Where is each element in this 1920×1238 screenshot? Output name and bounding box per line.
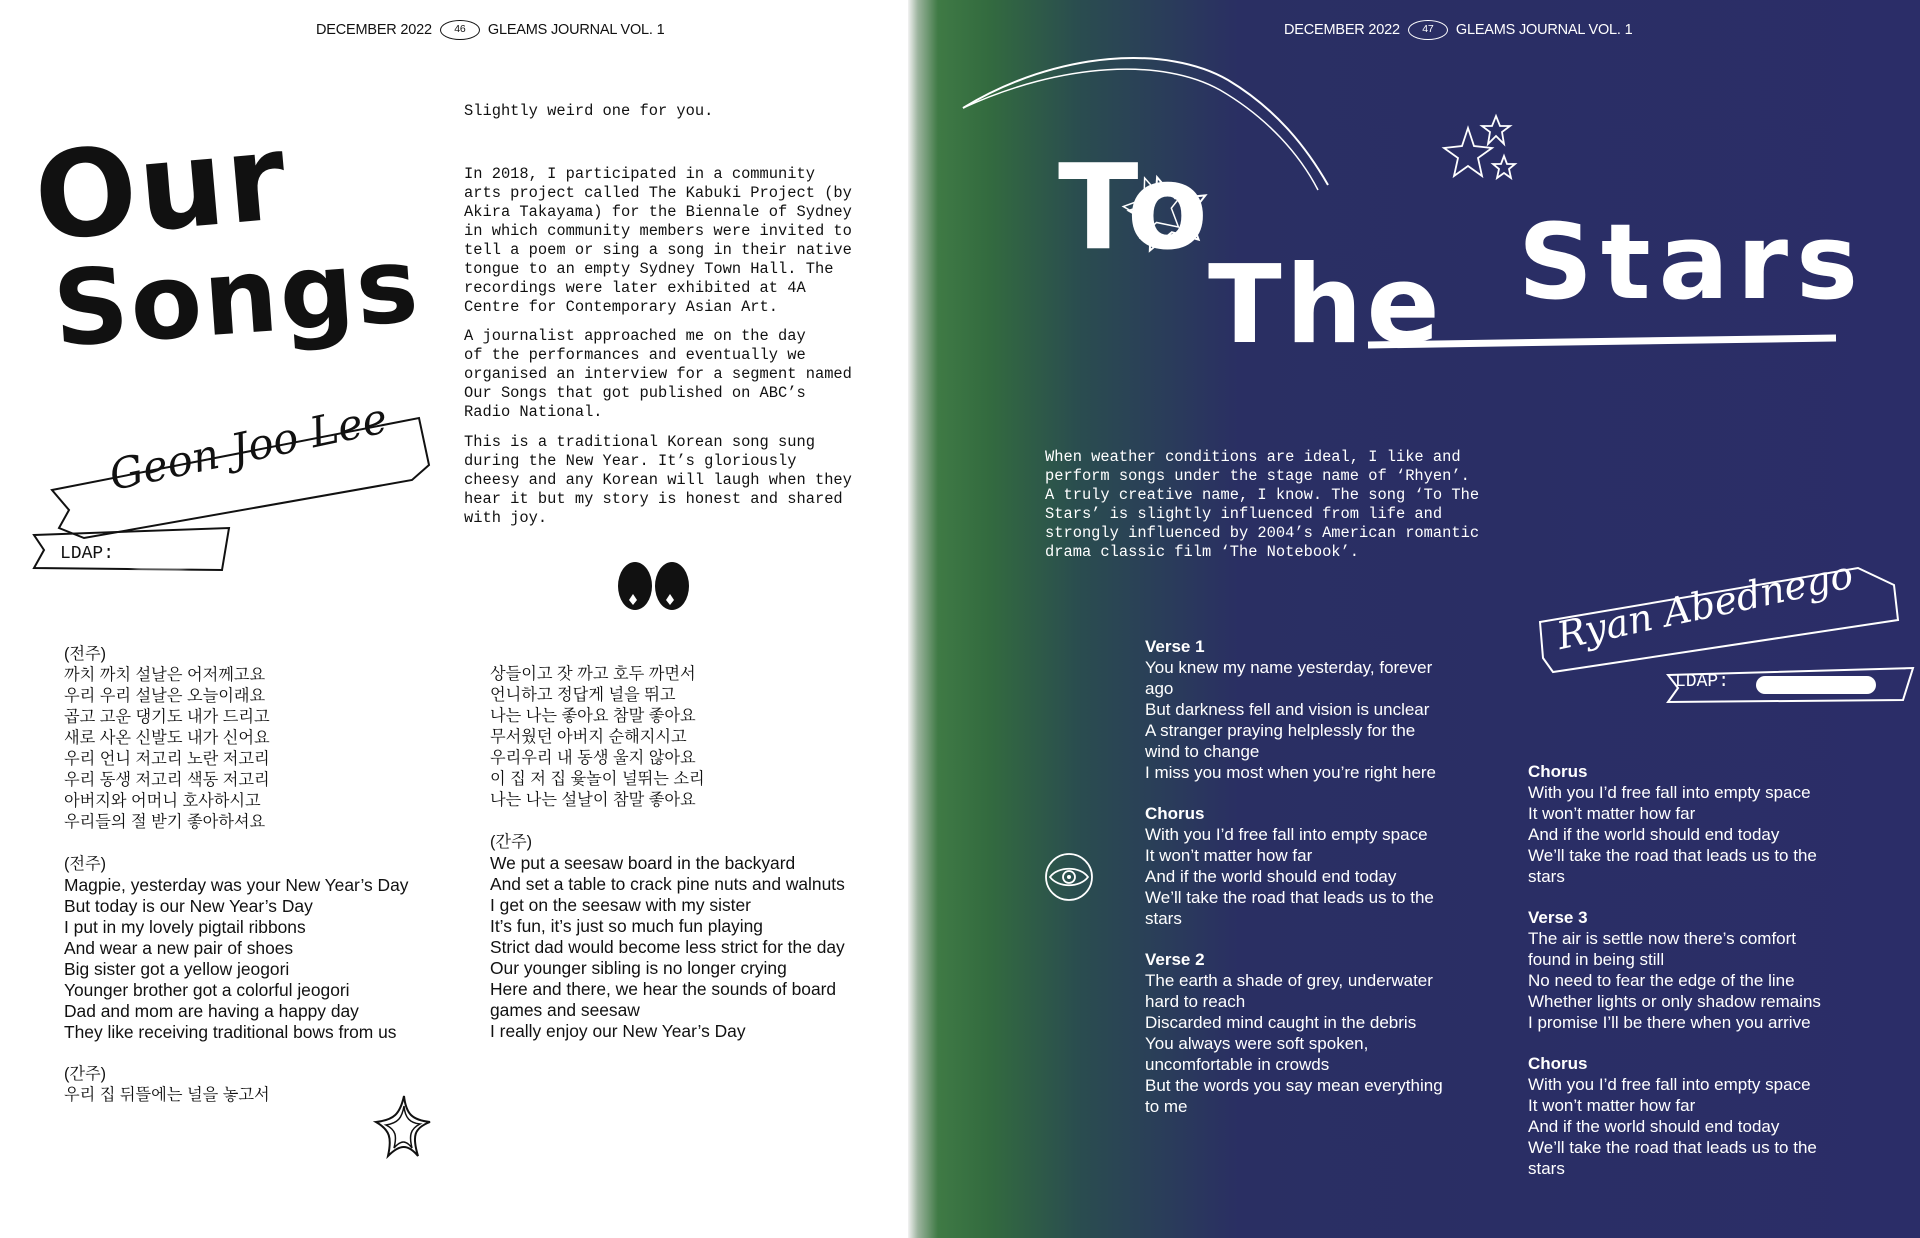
eyes-doodle-icon (615, 558, 695, 614)
redacted-ldap (1756, 676, 1876, 694)
chorus-1-lyrics: With you I’d free fall into empty space It won’t matter how far And if the world should end today We’ll take the road that leads us to the stars (1145, 825, 1434, 928)
left-page (0, 0, 940, 1238)
intro-text: When weather conditions are ideal, I like and perform songs under the stage name of ‘Rhyen’. A truly creative name, I know. The song ‘To The Stars’ is slightly influenced from life and strongly influenced by 2004’s American romantic drama classic film ‘The Notebook’. (1045, 448, 1480, 561)
story-paragraph-1: In 2018, I participated in a community arts project called The Kabuki Project (by Akira Takayama) for the Biennale of Sydney in which community members were invited to tell a poem or sing a song in their native tongue to an empty Sydney Town Hall. The recordings were later exhibited at 4A Centre for Contemporary Asian Art. (464, 165, 852, 316)
chorus-2-heading: Chorus (1528, 762, 1588, 781)
star-doodle-icon (372, 1092, 436, 1162)
lyrics-korean-verse-2: 상들이고 잣 까고 호두 까면서 언니하고 정답게 널을 뛰고 나는 나는 좋아요 참말 좋아요 무서웠던 아버지 순해지시고 우리우리 내 동생 울지 않아요 이 집 저 집 윷놀이 널뛰는 소리 나는 나는 설날이 참말 좋아요 (490, 665, 705, 809)
verse-1 (1145, 636, 1465, 783)
header-journal: GLEAMS JOURNAL VOL. 1 (487, 22, 665, 38)
author-signature: Ryan Abednego (1553, 552, 1857, 659)
title-stars: Stars (1518, 201, 1866, 323)
verse-3-lyrics: The air is settle now there’s comfort found in being still No need to fear the edge of the line Whether lights or only shadow remains I promise I’ll be there when you arrive (1528, 929, 1821, 1032)
interlude-heading: (간주) (64, 1065, 107, 1083)
verse-3-heading: Verse 3 (1528, 908, 1588, 927)
story-paragraph-2: A journalist approached me on the day of the performances and eventually we organised an interview for a segment named Our Songs that got published on ABC’s Radio National. (464, 327, 852, 421)
chorus-1 (1145, 803, 1465, 929)
header-journal: GLEAMS JOURNAL VOL. 1 (1455, 22, 1633, 38)
lyrics-english-verse-1: Magpie, yesterday was your New Year’s Day But today is our New Year’s Day I put in my lovely pigtail ribbons And wear a new pair of shoes Big sister got a yellow jeogori Younger brother got a colorful jeogori Dad and mom are having a happy day They like receiving traditional bows from us (64, 875, 409, 1042)
verse-2 (1145, 949, 1465, 1117)
title-songs: Songs (49, 223, 424, 371)
song-column-1 (64, 644, 444, 1106)
redacted-ldap (132, 548, 187, 564)
header-date: DECEMBER 2022 (316, 22, 432, 38)
lyrics-english-verse-2: We put a seesaw board in the backyard And set a table to crack pine nuts and walnuts I get on the seesaw with my sister It’s fun, it’s just so much fun playing Strict dad would become less strict for the day Our younger sibling is no longer crying Here and there, we hear the sounds of board games and seesaw I really enjoy our New Year’s Day (490, 853, 845, 1041)
page-number-badge: 47 (1408, 20, 1448, 40)
chorus-2 (1528, 761, 1848, 887)
lyrics-korean-verse-2-start: 우리 집 뒤뜰에는 널을 놓고서 (64, 1086, 270, 1104)
song-column-2 (490, 664, 890, 1042)
title-our: Our (29, 108, 293, 269)
verse-1-heading: Verse 1 (1145, 637, 1205, 656)
left-page-header (316, 20, 664, 40)
verse-1-lyrics: You knew my name yesterday, forever ago But darkness fell and vision is unclear A stranger praying helplessly for the wind to change I miss you most when you’re right here (1145, 658, 1437, 782)
chorus-1-heading: Chorus (1145, 804, 1205, 823)
prelude-heading-en: (전주) (64, 855, 107, 873)
story-paragraph-3: This is a traditional Korean song sung during the New Year. It’s gloriously cheesy and any Korean will laugh when they hear it but my story is honest and shared with joy. (464, 433, 852, 527)
header-date: DECEMBER 2022 (1284, 22, 1400, 38)
author-signature: Geon Joo Lee (105, 393, 392, 500)
title-the: The (1208, 243, 1444, 368)
verse-2-lyrics: The earth a shade of grey, underwater hard to reach Discarded mind caught in the debris You always were soft spoken, uncomfortable in crowds But the words you say mean everything to me (1145, 971, 1443, 1116)
ldap-label: LDAP: (60, 544, 115, 564)
chorus-3-heading: Chorus (1528, 1054, 1588, 1073)
right-page (908, 0, 1920, 1238)
prelude-heading-kr: (전주) (64, 645, 107, 663)
interlude-heading-2: (간주) (490, 833, 533, 851)
ldap-label: LDAP: (1675, 672, 1730, 692)
chorus-3-lyrics: With you I’d free fall into empty space It won’t matter how far And if the world should end today We’ll take the road that leads us to the stars (1528, 1075, 1817, 1178)
chorus-3 (1528, 1053, 1848, 1179)
title-to: To (1058, 138, 1212, 276)
eye-circle-icon (1044, 852, 1094, 902)
page-number-badge: 46 (440, 20, 480, 40)
verse-3 (1528, 907, 1848, 1033)
intro-text: Slightly weird one for you. (464, 102, 714, 120)
lyrics-korean-verse-1: 까치 까치 설날은 어저께고요 우리 우리 설날은 오늘이래요 곱고 고운 댕기도 내가 드리고 새로 사온 신발도 내가 신어요 우리 언니 저고리 노란 저고리 우리 동생 저고리 색동 저고리 아버지와 어머니 호사하시고 우리들의 절 받기 좋아하셔요 (64, 666, 270, 831)
verse-2-heading: Verse 2 (1145, 950, 1205, 969)
chorus-2-lyrics: With you I’d free fall into empty space It won’t matter how far And if the world should end today We’ll take the road that leads us to the stars (1528, 783, 1817, 886)
